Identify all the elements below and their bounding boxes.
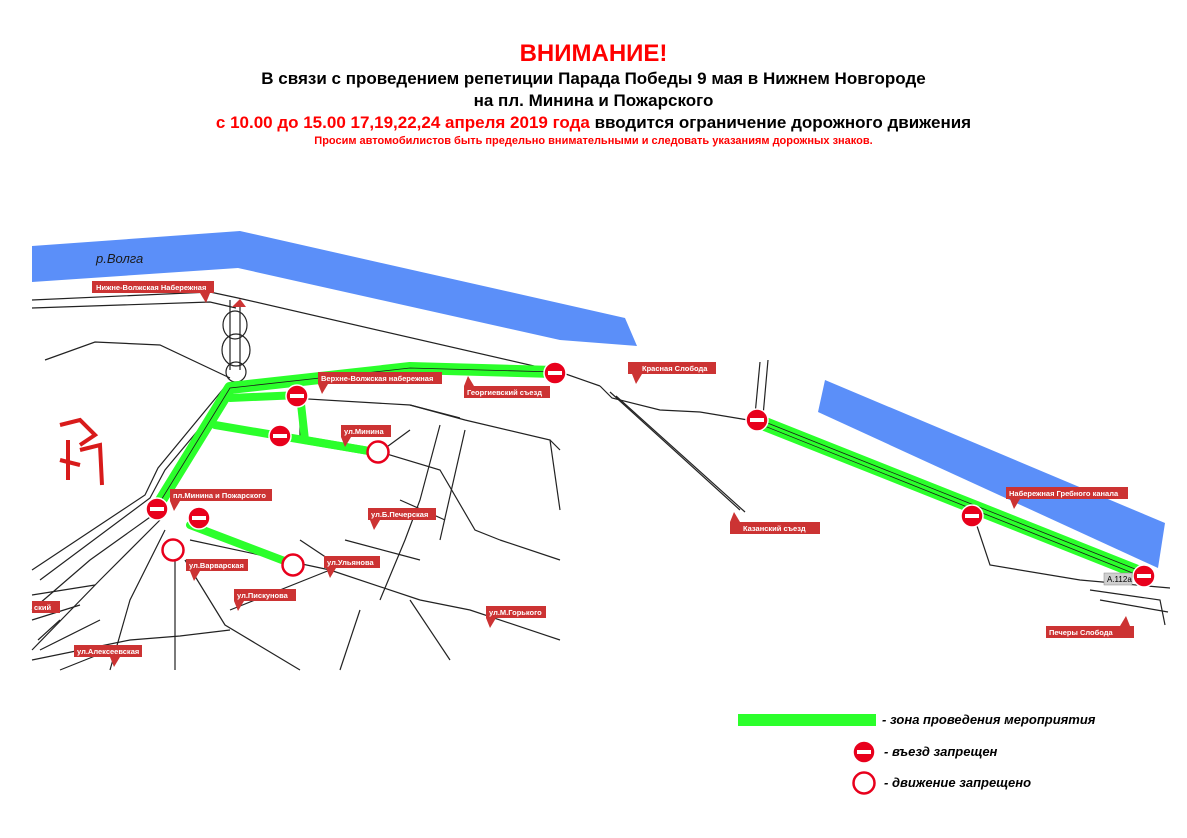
no-entry-sign (269, 425, 291, 447)
notice-line-2: на пл. Минина и Пожарского (473, 91, 714, 110)
canal-water (818, 380, 1165, 568)
svg-text:ул.Варварская: ул.Варварская (189, 561, 244, 570)
svg-text:ул.М.Горького: ул.М.Горького (489, 608, 542, 617)
no-traffic-sign (283, 555, 304, 576)
street-label (464, 376, 550, 398)
svg-text:ул.Алексеевская: ул.Алексеевская (77, 647, 140, 656)
svg-text:Печеры Слобода: Печеры Слобода (1049, 628, 1113, 637)
notice-title: ВНИМАНИЕ! (519, 40, 668, 67)
svg-text:ул.Минина: ул.Минина (344, 427, 384, 436)
street-label (186, 559, 248, 581)
street-label (628, 362, 716, 384)
no-entry-sign (961, 505, 983, 527)
svg-text:ул.Ульянова: ул.Ульянова (327, 558, 374, 567)
legend-zone-label: - зона проведения мероприятия (882, 712, 1096, 727)
river-label: р.Волга (96, 251, 144, 266)
legend-no-traffic-icon (854, 773, 875, 794)
svg-text:Казанский съезд: Казанский съезд (743, 524, 806, 533)
street-label (318, 372, 442, 394)
svg-text:Красная Слобода: Красная Слобода (642, 364, 708, 373)
legend-no-entry-icon (853, 741, 875, 763)
legend-no-entry-label: - въезд запрещен (884, 744, 998, 759)
street-label (32, 601, 60, 613)
svg-text:ул.Пискунова: ул.Пискунова (237, 591, 288, 600)
street-label (170, 489, 272, 511)
svg-text:ул.Б.Печерская: ул.Б.Печерская (371, 510, 429, 519)
notice-subline: Просим автомобилистов быть предельно внимательными и следовать указаниям дорожных знаков. (314, 135, 873, 147)
notice-dates: с 10.00 до 15.00 17,19,22,24 апреля 2019 года (215, 113, 590, 132)
legend (738, 712, 1096, 794)
street-label (324, 556, 380, 578)
no-traffic-sign (368, 442, 389, 463)
svg-text:пл.Минина и Пожарского: пл.Минина и Пожарского (173, 491, 266, 500)
svg-text:Нижне-Волжская Набережная: Нижне-Волжская Набережная (96, 283, 207, 292)
street-label (1046, 616, 1134, 638)
svg-text:ский: ский (34, 603, 52, 612)
street-label (92, 281, 214, 303)
street-label (234, 589, 296, 611)
notice-line-1: В связи с проведением репетиции Парада Победы 9 мая в Нижнем Новгороде (261, 69, 926, 88)
no-entry-sign (188, 507, 210, 529)
street-label (486, 606, 546, 628)
no-entry-sign (286, 385, 308, 407)
legend-no-traffic-label: - движение запрещено (884, 775, 1032, 790)
no-entry-sign (544, 362, 566, 384)
svg-text:Верхне-Волжская набережная: Верхне-Волжская набережная (321, 374, 434, 383)
no-entry-sign (746, 409, 768, 431)
no-traffic-sign (163, 540, 184, 561)
road-shield-label: А.112а (1107, 575, 1132, 584)
no-entry-sign (146, 498, 168, 520)
svg-text:Набережная Гребного канала: Набережная Гребного канала (1009, 489, 1119, 498)
legend-zone-swatch (738, 714, 876, 726)
street-label (368, 508, 436, 530)
svg-text:Георгиевский съезд: Георгиевский съезд (467, 388, 542, 397)
landmark-icon (60, 420, 102, 485)
notice-restriction: вводится ограничение дорожного движения (589, 113, 972, 132)
street-label (730, 512, 820, 534)
no-entry-sign (1133, 565, 1155, 587)
street-label (74, 645, 142, 667)
